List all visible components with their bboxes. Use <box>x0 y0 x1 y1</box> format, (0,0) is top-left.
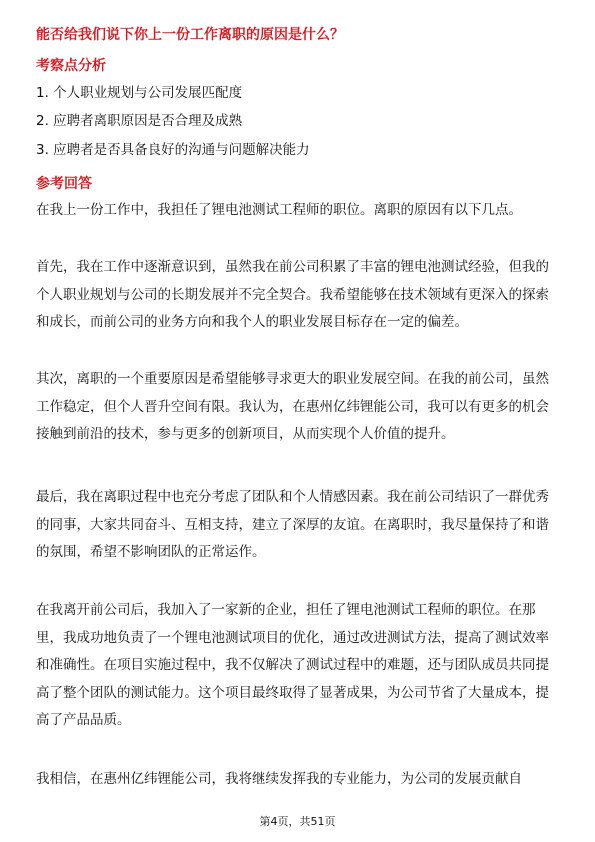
answer-paragraph: 我相信，在惠州亿纬锂能公司，我将继续发挥我的专业能力，为公司的发展贡献自 <box>36 771 522 787</box>
analysis-point: 1. 个人职业规划与公司发展匹配度 <box>36 85 243 101</box>
analysis-point: 3. 应聘者是否具备良好的沟通与问题解决能力 <box>36 142 310 158</box>
interview-question: 能否给我们说下你上一份工作离职的原因是什么？ <box>36 27 344 43</box>
answer-paragraph: 其次，离职的一个重要原因是希望能够寻求更大的职业发展空间。在我的前公司，虽然工作稳定，但个人晋升空间有限。我认为，在惠州亿纬锂能公司，我可以有更多的机会接触到前沿的技术，参与更多的创新项目，从而实现个人价值的提升。 <box>36 371 549 442</box>
answer-paragraph: 在我上一份工作中，我担任了锂电池测试工程师的职位。离职的原因有以下几点。 <box>36 202 522 218</box>
analysis-title: 考察点分析 <box>36 58 106 74</box>
page-number: 第4页，共51页 <box>259 815 336 828</box>
answer-paragraph: 最后，我在离职过程中也充分考虑了团队和个人情感因素。我在前公司结识了一群优秀的同事，大家共同奋斗、互相支持，建立了深厚的友谊。在离职时，我尽量保持了和谐的氛围，希望不影响团队的正常运作。 <box>36 489 549 560</box>
answer-paragraph: 首先，我在工作中逐渐意识到，虽然我在前公司积累了丰富的锂电池测试经验，但我的个人职业规划与公司的长期发展并不完全契合。我希望能够在技术领域有更深入的探索和成长，而前公司的业务方向和我个人的职业发展目标存在一定的偏差。 <box>36 259 549 330</box>
analysis-point: 2. 应聘者离职原因是否合理及成熟 <box>36 113 243 129</box>
answer-title: 参考回答 <box>36 176 92 192</box>
answer-paragraph: 在我离开前公司后，我加入了一家新的企业，担任了锂电池测试工程师的职位。在那里，我成功地负责了一个锂电池测试项目的优化，通过改进测试方法，提高了测试效率和准确性。在项目实施过程中，我不仅解决了测试过程中的难题，还与团队成员共同提高了整个团队的测试能力。这个项目最终取得了显著成果，为公司节省了大量成本，提高了产品品质。 <box>36 602 549 728</box>
